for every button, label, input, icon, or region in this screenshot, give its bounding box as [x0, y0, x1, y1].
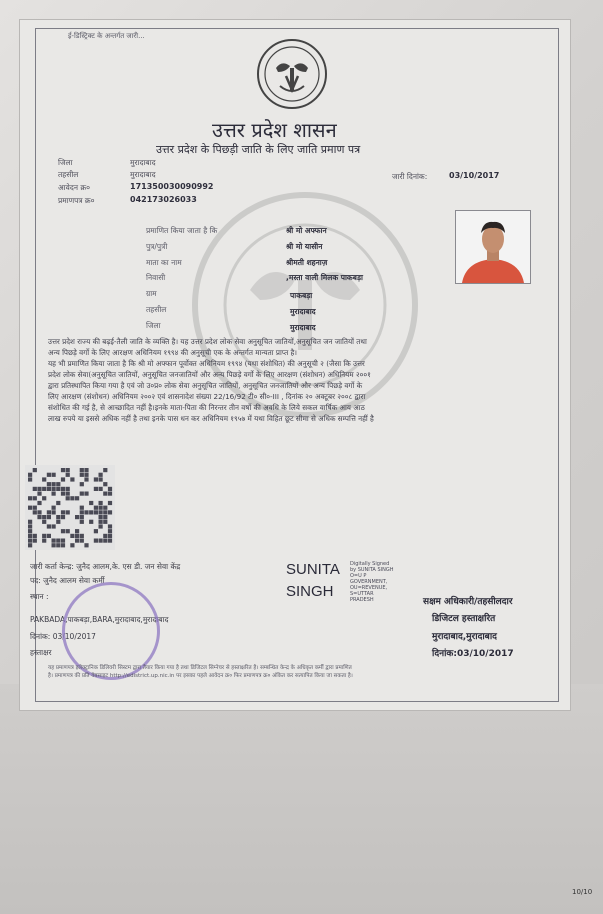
- body-line: लाख रुपये या इससे अधिक नहीं है तथा इनके पास धन कर अधिनियम १९५७ में यथा विहित छूट सीमा से अधिक सम्पत्ति नहीं है: [48, 414, 374, 423]
- signature-detail-line: GOVERNMENT,: [350, 579, 388, 585]
- qr-code: [25, 465, 115, 550]
- field-label: तहसील: [146, 305, 167, 314]
- application-value: 171350030090992: [130, 182, 214, 191]
- field-label: निवासी: [146, 273, 166, 282]
- page-corner-number: 10/10: [572, 888, 593, 896]
- application-label: आवेदन क्र०: [58, 183, 91, 192]
- signature-detail-line: OU=REVENUE,: [350, 585, 388, 591]
- signature-detail-line: Digitally Signed: [350, 561, 390, 567]
- state-emblem-icon: [256, 38, 328, 110]
- page-title: उत्तर प्रदेश शासन: [212, 118, 337, 142]
- certificate-value: 042173026033: [130, 195, 197, 204]
- signature-detail-line: S=UTTAR: [350, 591, 374, 597]
- issuer-post: पद: जुनैद आलम सेवा कर्मी: [30, 576, 105, 585]
- header-note: ई-डिस्ट्रिक्ट के अन्तर्गत जारी...: [68, 32, 145, 40]
- field-value: श्रीमती शहनाज़: [286, 258, 328, 267]
- field-label: प्रमाणित किया जाता है कि: [146, 226, 218, 235]
- body-line: यह भी प्रमाणित किया जाता है कि श्री मो अफ्फान पूर्वोक्त अधिनियम १९९४ (यथा संशोधित) की अनुसूची २ (जैसा कि उत्तर: [48, 359, 365, 368]
- applicant-photo: [455, 210, 531, 284]
- signature-detail-line: PRADESH: [350, 597, 374, 603]
- body-line: प्रदेश लोक सेवा(अनुसूचित जातियों, अनुसूचित जनजातियों और अन्य पिछड़े वर्गो के लिए आरक्षण (संशोधन) अधिनियम २००१: [48, 370, 371, 379]
- signer-name-line2: SINGH: [286, 583, 334, 600]
- certificate-body: [48, 336, 553, 424]
- footer-note: [48, 664, 558, 680]
- body-line: संशोधित की गई है, से आच्छादित नहीं है।इनके माता-पिता की निरन्तर तीन वर्षो की अवधि के लिये सकल वार्षिक आय आठ: [48, 403, 365, 412]
- body-line: द्वारा प्रतिस्थापित किया गया है एवं जो उ०प्र० लोक सेवा अनुसूचित जातियों, अनुसूचित जनजातियों और अन्य पिछड़े वर्गो के: [48, 381, 363, 390]
- issuer-date: दिनांक: 03/10/2017: [30, 632, 96, 641]
- issue-date-value: 03/10/2017: [449, 171, 500, 180]
- footer-line: है। प्रमाणपत्र की प्रति वेबसाइट http://edistrict.up.nic.in पर इसका पहले आवेदन क्र० फिर प्रमाणपत्र क्र० अंकित कर सत्यापित किया जा सकता है।: [48, 673, 353, 679]
- place-value: PAKBADA,पाकबड़ा,BARA,मुरादाबाद,मुरादाबाद: [30, 615, 169, 624]
- signature-details: [350, 561, 393, 603]
- field-label: पुत्र/पुत्री: [146, 242, 168, 251]
- table-surface: [0, 684, 603, 914]
- issuer-extra: हस्ताक्षर: [30, 648, 52, 657]
- district-value: मुरादाबाद: [130, 158, 156, 167]
- body-line: अन्य पिछड़े वर्गो के लिए आरक्षण अधिनियम १९९४ की अनुसूची एक के अन्तर्गत मान्यता प्राप्त है।: [48, 348, 298, 357]
- signer-name-line1: SUNITA: [286, 561, 340, 578]
- field-label: ग्राम: [146, 289, 157, 298]
- body-line: लिए आरक्षण (संशोधन) अधिनियम २००२ एवं शासनादेश संख्या 22/16/92 टी० सी०-III , दिनांक २० अक्टूबर २००८ द्वारा: [48, 392, 366, 401]
- signature-detail-line: O=U P: [350, 573, 367, 579]
- tehsil-label: तहसील: [58, 170, 79, 179]
- officer-date: दिनांक:03/10/2017: [432, 649, 514, 659]
- officer-title: सक्षम अधिकारी/तहसीलदार: [423, 597, 513, 607]
- issuer-center: जारी कर्ता केन्द्र: जुनैद आलम,के. एस डी. जन सेवा केंद्र: [30, 562, 181, 571]
- field-value: मुरादाबाद: [290, 307, 316, 316]
- field-value: मुरादाबाद: [290, 323, 316, 332]
- field-value: पाकबड़ा: [290, 291, 313, 300]
- field-value: श्री मो अफ्फान: [286, 226, 327, 235]
- issue-date-label: जारी दिनांक:: [392, 172, 428, 181]
- footer-line: यह प्रमाणपत्र इलेक्ट्रानिक डिलिवरी सिस्टम द्वारा तैयार किया गया है तथा डिजिटल सिग्नेचर से हस्ताक्षरित है। सम्बन्धित केन्द्र के अधिकृत कर्मी द्वारा प्रमाणित: [48, 665, 352, 671]
- place-label: स्थान :: [30, 592, 49, 601]
- officer-location: मुरादाबाद,मुरादाबाद: [432, 632, 497, 642]
- officer-digital: डिजिटल हस्ताक्षरित: [432, 614, 496, 624]
- signature-detail-line: by SUNITA SINGH: [350, 567, 394, 573]
- district-label: जिला: [58, 158, 73, 167]
- page-subtitle: उत्तर प्रदेश के पिछड़ी जाति के लिए जाति प्रमाण पत्र: [156, 143, 361, 156]
- body-line: उत्तर प्रदेश राज्य की बढ़ई-तैली जाति के व्यक्ति है। यह उत्तर प्रदेश लोक सेवा अनुसूचित जातियों,अनुसूचित जन जातियों तथा: [48, 337, 367, 346]
- certificate-label: प्रमाणपत्र क्र०: [58, 196, 95, 205]
- field-value: ,मस्ता वाली मिलक पाकबड़ा: [286, 273, 363, 282]
- field-value: श्री मो यासीन: [286, 242, 323, 251]
- tehsil-value: मुरादाबाद: [130, 170, 156, 179]
- field-label: माता का नाम: [146, 258, 182, 267]
- field-label: जिला: [146, 321, 161, 330]
